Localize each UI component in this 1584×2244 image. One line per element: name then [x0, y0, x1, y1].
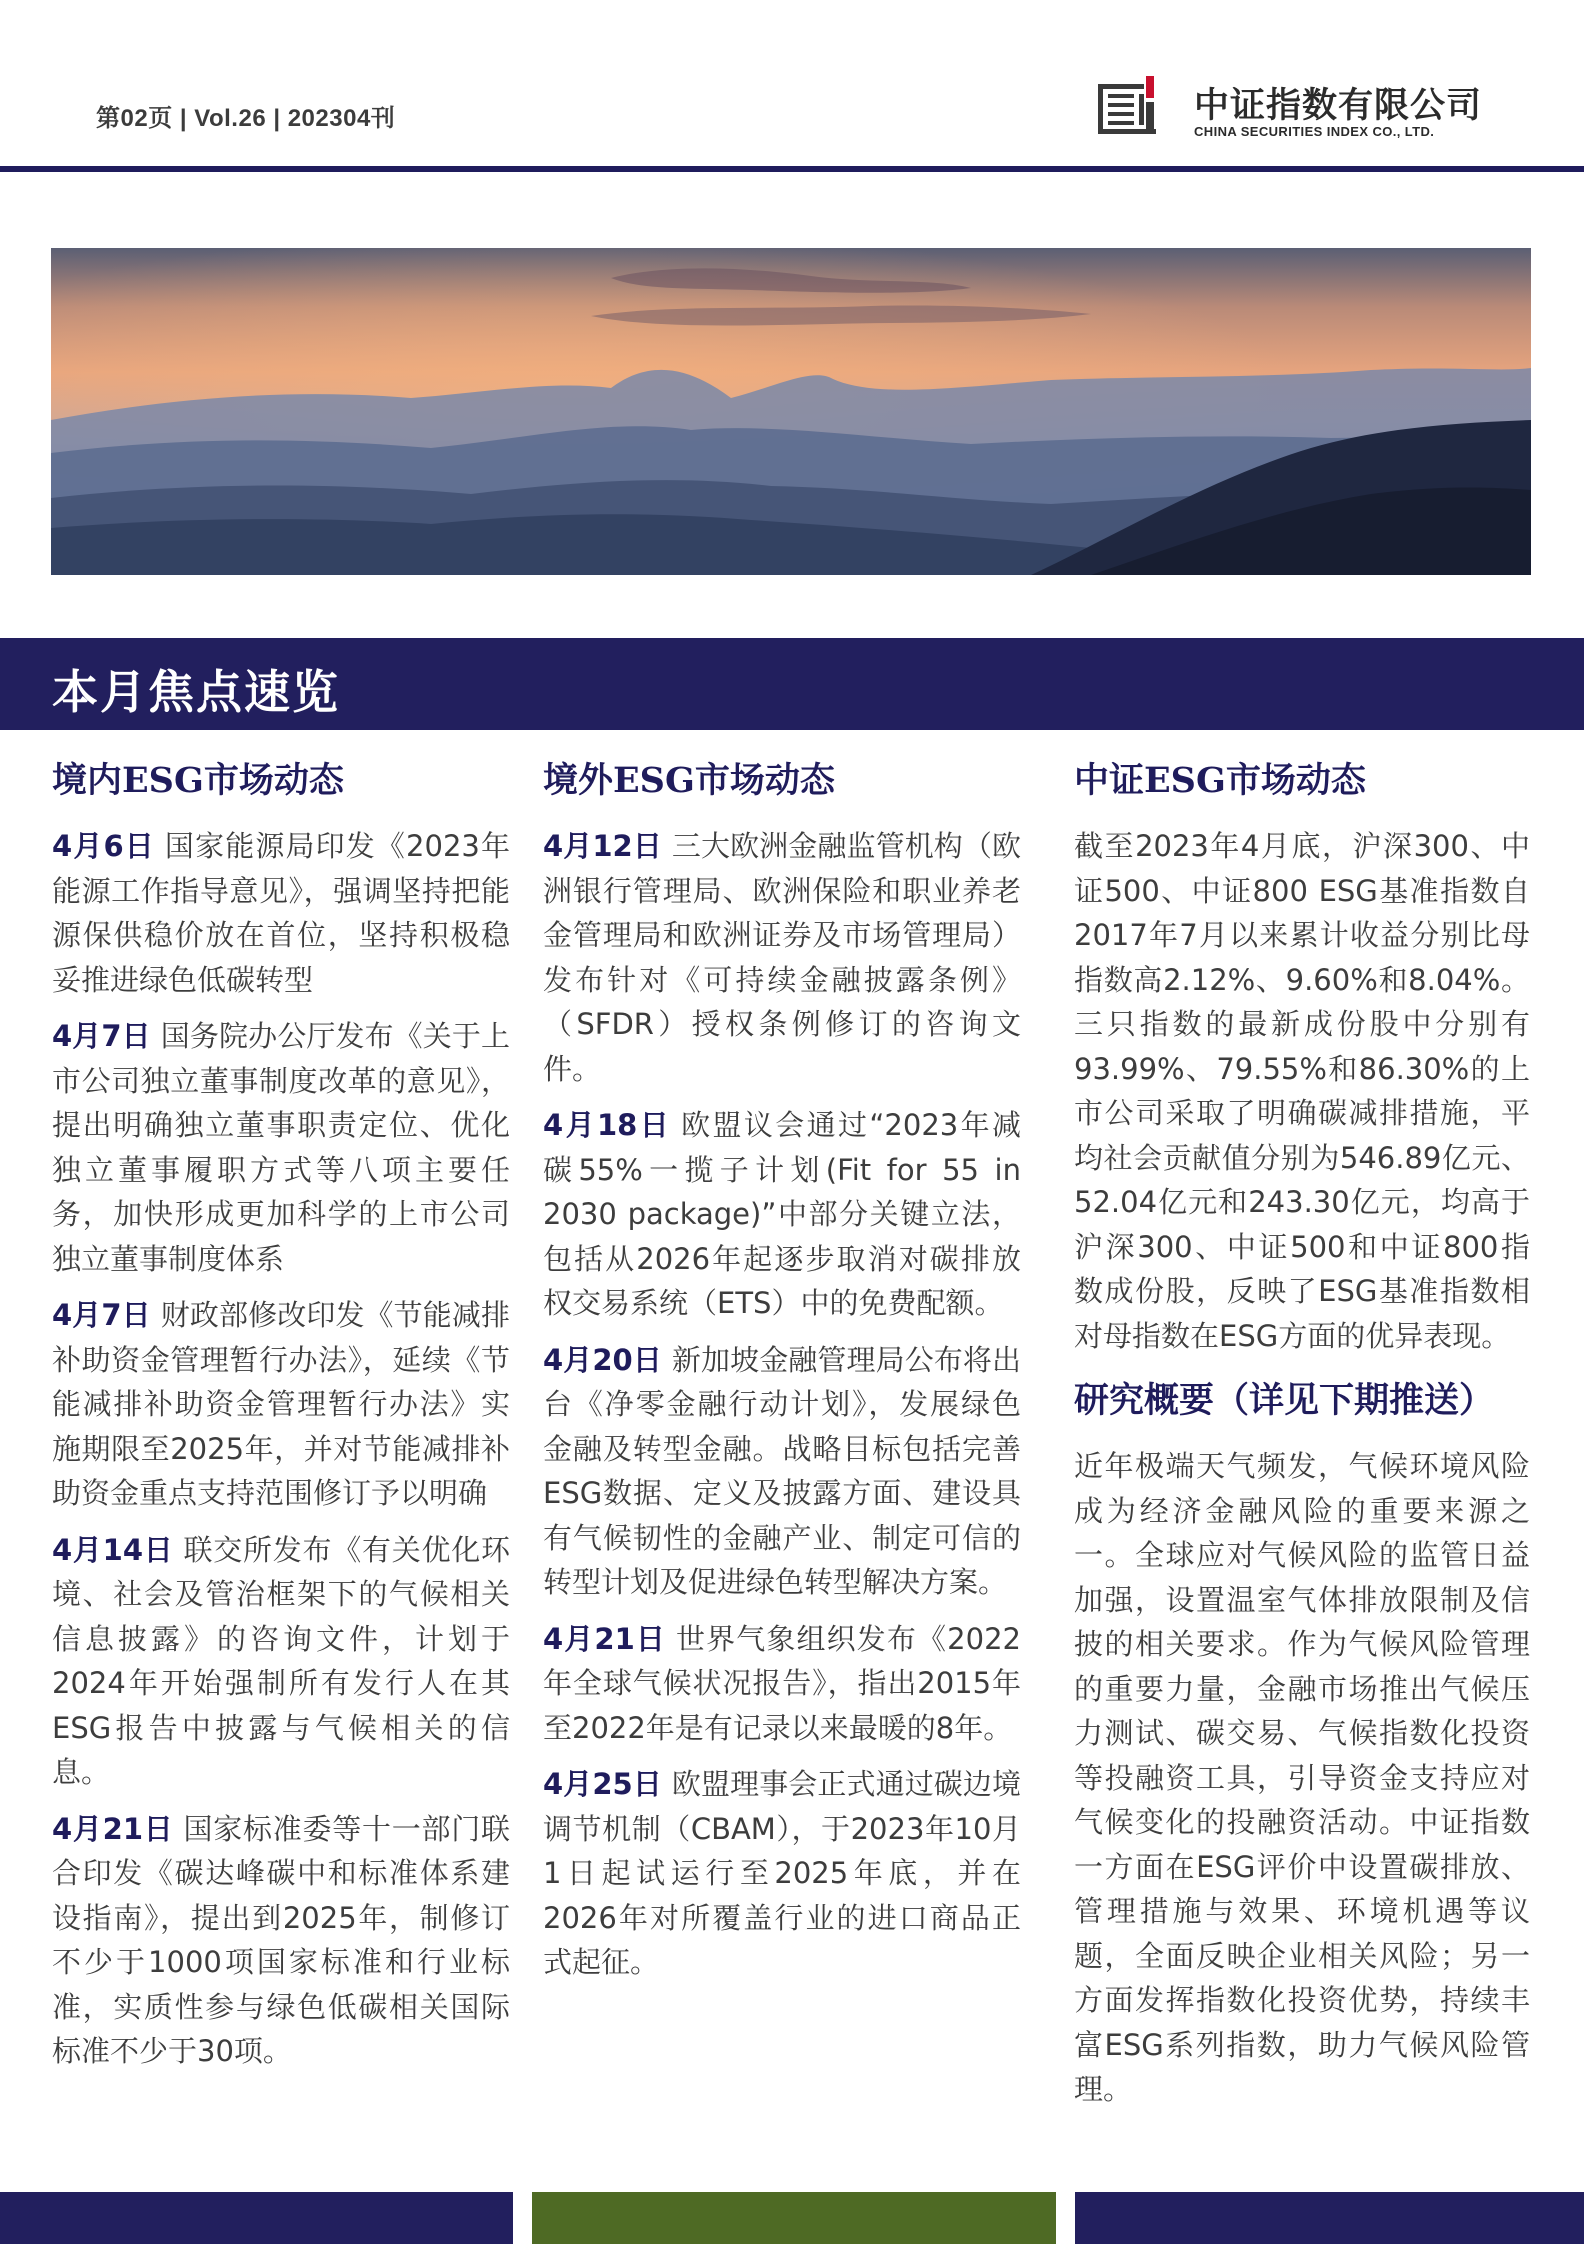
news-item	[52, 1807, 510, 2074]
hero-mountain-image	[51, 248, 1531, 575]
footer-bar-left	[0, 2192, 513, 2244]
news-text: 联交所发布《有关优化环境、社会及管治框架下的气候相关信息披露》的咨询文件，计划于2024年开始强制所有发行人在其ESG报告中披露与气候相关的信息。	[52, 1532, 510, 1789]
news-text: 三大欧洲金融监管机构（欧洲银行管理局、欧洲保险和职业养老金管理局和欧洲证券及市场管理局）发布针对《可持续金融披露条例》（SFDR）授权条例修订的咨询文件。	[543, 829, 1021, 1086]
news-item	[543, 1617, 1021, 1751]
news-date: 4月7日	[52, 1298, 151, 1332]
news-date: 4月21日	[52, 1811, 174, 1846]
domestic-column	[52, 752, 510, 2086]
research-title: 研究概要（详见下期推送）	[1074, 1380, 1495, 1421]
footer-bar-right	[1075, 2192, 1584, 2244]
news-date: 4月7日	[52, 1019, 151, 1053]
domestic-title: 境内ESG市场动态	[52, 760, 344, 801]
news-date: 4月18日	[543, 1108, 672, 1142]
news-date: 4月12日	[543, 829, 662, 863]
news-date: 4月14日	[52, 1532, 174, 1567]
csi-title: 中证ESG市场动态	[1074, 760, 1366, 801]
logo-chinese-name: 中证指数有限公司	[1194, 86, 1483, 126]
news-date: 4月6日	[52, 829, 155, 863]
news-item	[543, 1103, 1021, 1326]
issue-info: 第02页 | Vol.26 | 202304刊	[96, 105, 396, 132]
page-header	[0, 0, 1584, 172]
news-date: 4月21日	[543, 1621, 667, 1656]
news-text: 欧盟议会通过“2023年减碳55%一揽子计划(Fit for 55 in 2030 package)”中部分关键立法，包括从2026年起逐步取消对碳排放权交易系统（ETS）中的免费配额。	[543, 1108, 1021, 1320]
banner-title: 本月焦点速览	[52, 665, 340, 719]
news-item	[52, 1528, 510, 1795]
news-text: 国家标准委等十一部门联合印发《碳达峰碳中和标准体系建设指南》，提出到2025年，制修订不少于1000项国家标准和行业标准，实质性参与绿色低碳相关国际标准不少于30项。	[52, 1811, 510, 2068]
news-item	[52, 1014, 510, 1281]
news-item	[52, 1293, 510, 1516]
news-item	[543, 824, 1021, 1091]
news-text: 新加坡金融管理局公布将出台《净零金融行动计划》，发展绿色金融及转型金融。战略目标包括完善ESG数据、定义及披露方面、建设具有气候韧性的金融产业、制定可信的转型计划及促进绿色转型解决方案。	[543, 1342, 1021, 1599]
news-text: 财政部修改印发《节能减排补助资金管理暂行办法》，延续《节能减排补助资金管理暂行办法》实施期限至2025年，并对节能减排补助资金重点支持范围修订予以明确	[52, 1298, 510, 1510]
news-item	[52, 824, 510, 1002]
csi-column	[1074, 752, 1530, 2126]
csi-paragraph: 截至2023年4月底，沪深300、中证500、中证800 ESG基准指数自2017年7月以来累计收益分别比母指数高2.12%、9.60%和8.04%。三只指数的最新成份股中分别有93.99%、79.55%和86.30%的上市公司采取了明确碳减排措施，平均社会贡献值分别为546.89亿元、52.04亿元和243.30亿元，均高于沪深300、中证500和中证800指数成份股，反映了ESG基准指数相对母指数在ESG方面的优异表现。	[1074, 829, 1530, 1353]
header-divider	[0, 166, 1584, 172]
news-text: 国务院办公厅发布《关于上市公司独立董事制度改革的意见》，提出明确独立董事职责定位、优化独立董事履职方式等八项主要任务，加快形成更加科学的上市公司独立董事制度体系	[52, 1019, 510, 1276]
footer-bar-middle	[532, 2192, 1056, 2244]
logo-english-name: CHINA SECURITIES INDEX CO., LTD.	[1194, 124, 1435, 139]
news-item	[543, 1338, 1021, 1605]
news-text: 国家能源局印发《2023年能源工作指导意见》，强调坚持把能源保供稳价放在首位，坚持积极稳妥推进绿色低碳转型	[52, 829, 510, 997]
news-text: 欧盟理事会正式通过碳边境调节机制（CBAM），于2023年10月1日起试运行至2025年底，并在2026年对所覆盖行业的进口商品正式起征。	[543, 1767, 1021, 1979]
news-date: 4月20日	[543, 1342, 662, 1377]
focus-banner	[0, 638, 1584, 730]
csi-logo-icon	[1098, 76, 1158, 140]
news-item	[543, 1762, 1021, 1985]
news-date: 4月25日	[543, 1767, 662, 1801]
research-paragraph: 近年极端天气频发，气候环境风险成为经济金融风险的重要来源之一。全球应对气候风险的监管日益加强，设置温室气体排放限制及信披的相关要求。作为气候风险管理的重要力量，金融市场推出气候压力测试、碳交易、气候指数化投资等投融资工具，引导资金支持应对气候变化的投融资活动。中证指数一方面在ESG评价中设置碳排放、管理措施与效果、环境机遇等议题，全面反映企业相关风险；另一方面发挥指数化投资优势，持续丰富ESG系列指数，助力气候风险管理。	[1074, 1449, 1530, 2106]
news-text: 世界气象组织发布《2022年全球气候状况报告》，指出2015年至2022年是有记录以来最暖的8年。	[543, 1621, 1021, 1745]
overseas-title: 境外ESG市场动态	[543, 760, 835, 801]
company-logo[interactable]	[1098, 72, 1508, 144]
overseas-column	[543, 752, 1021, 1997]
